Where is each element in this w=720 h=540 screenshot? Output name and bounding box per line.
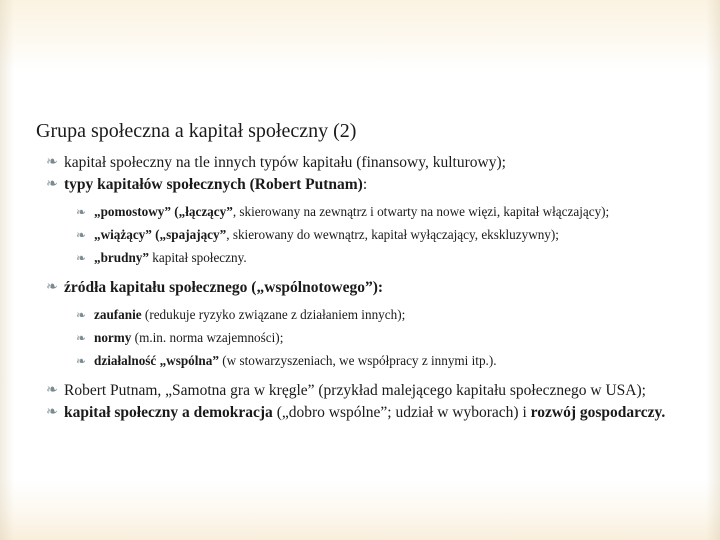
slide-title: Grupa społeczna a kapitał społeczny (2)	[36, 120, 357, 142]
ornament-bullet-icon: ❧	[46, 176, 58, 192]
slide-left-shade	[0, 0, 14, 540]
ornament-bullet-icon: ❧	[46, 404, 58, 420]
ornament-bullet-icon: ❧	[76, 205, 87, 219]
sub-bullet-item: ❧ „pomostowy” („łączący”, skierowany na zewnątrz i otwarty na nowe więzi, kapitał włączający);	[46, 202, 676, 222]
sub-bullet-item: ❧ normy (m.in. norma wzajemności);	[46, 328, 676, 348]
bullet-item: ❧ kapitał społeczny a demokracja („dobro wspólne”; udział w wyborach) i rozwój gospodarczy.	[46, 404, 666, 421]
ornament-bullet-icon: ❧	[46, 279, 58, 295]
ornament-bullet-icon: ❧	[76, 308, 87, 322]
slide-body	[46, 152, 676, 424]
sub-bullet-item: ❧ zaufanie (redukuje ryzyko związane z działaniem innych);	[46, 305, 676, 325]
ornament-bullet-icon: ❧	[46, 382, 58, 398]
sub-bullet-item: ❧ „brudny” kapitał społeczny.	[46, 248, 676, 268]
bullet-item: ❧ Robert Putnam, „Samotna gra w kręgle” (przykład malejącego kapitału społecznego w USA);	[46, 382, 646, 399]
sub-bullet-item: ❧ „wiążący” („spajający”, skierowany do wewnątrz, kapitał wyłączający, ekskluzywny);	[46, 225, 676, 245]
bullet-item: ❧ typy kapitałów społecznych (Robert Putnam):	[46, 176, 368, 193]
ornament-bullet-icon: ❧	[76, 331, 87, 345]
sub-bullet-item: ❧ działalność „wspólna” (w stowarzyszeniach, we współpracy z innymi itp.).	[46, 351, 676, 371]
slide-right-shade	[706, 0, 720, 540]
bullet-item: ❧ kapitał społeczny na tle innych typów kapitału (finansowy, kulturowy);	[46, 154, 506, 171]
ornament-bullet-icon: ❧	[46, 154, 58, 170]
ornament-bullet-icon: ❧	[76, 354, 87, 368]
bullet-item: ❧ źródła kapitału społecznego („wspólnotowego”):	[46, 279, 384, 296]
ornament-bullet-icon: ❧	[76, 228, 87, 242]
ornament-bullet-icon: ❧	[76, 251, 87, 265]
